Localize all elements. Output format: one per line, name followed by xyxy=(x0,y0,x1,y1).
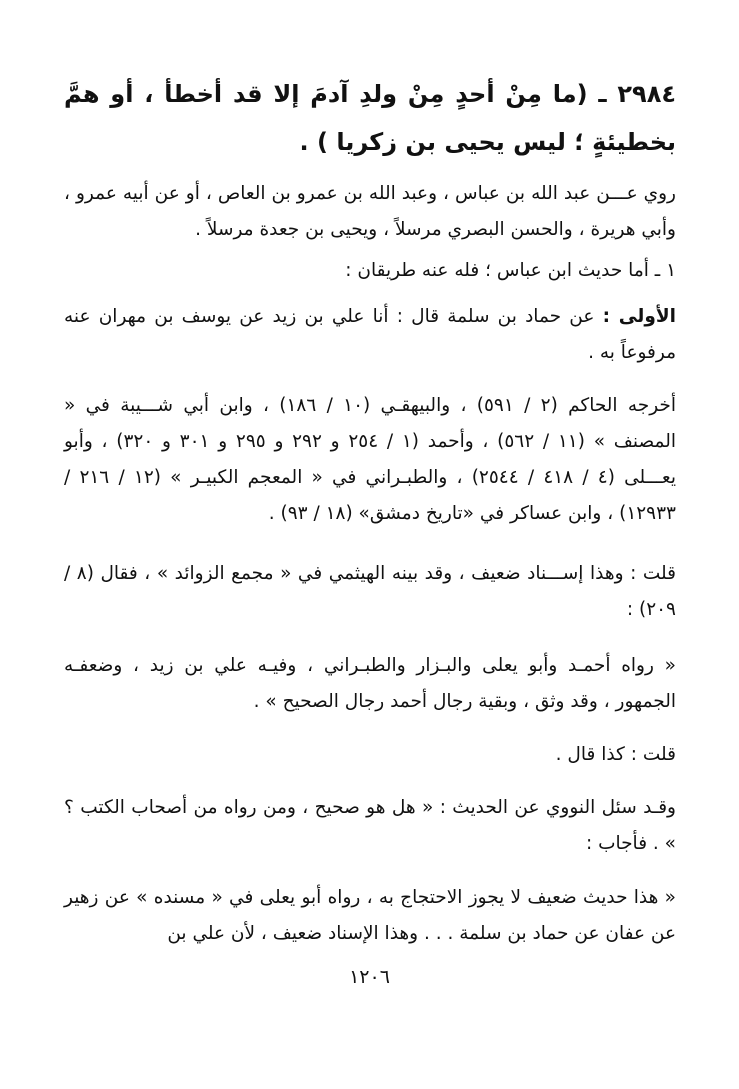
paragraph-text: روي عـــن عبد الله بن عباس ، وعبد الله بن عمرو بن العاص ، أو عن أبيه عمرو ، وأبي هريرة ، والحسن البصري مرسلاً ، ويحيى بن جعدة مرسلاً . xyxy=(64,183,676,240)
paragraph-nawawi-question xyxy=(64,790,676,862)
paragraph-text: عن حماد بن سلمة قال : أنا علي بن زيد عن يوسف بن مهران عنه مرفوعاً به . xyxy=(64,306,676,363)
hadith-title xyxy=(64,70,676,166)
first-route-label: الأولى : xyxy=(602,306,676,327)
hadith-title-text: ٢٩٨٤ ـ (ما مِنْ أحدٍ مِنْ ولدِ آدمَ إلا قد أخطأ ، أو همَّ بخطيئةٍ ؛ ليس يحيى بن زكريا ) . xyxy=(64,80,676,156)
paragraph-sources xyxy=(64,176,676,248)
paragraph-qultu xyxy=(64,737,676,773)
paragraph-text: « هذا حديث ضعيف لا يجوز الاحتجاج به ، رواه أبو يعلى في « مسنده » عن زهير عن عفان عن حماد بن سلمة . . . وهذا الإسناد ضعيف ، لأن علي بن xyxy=(64,887,676,944)
paragraph-text: « رواه أحمـد وأبو يعلى والبـزار والطبـراني ، وفيـه علي بن زيد ، وضعفـه الجمهور ، وقد وثق ، وبقية رجال أحمد رجال الصحيح » . xyxy=(64,655,676,712)
paragraph-nawawi-answer xyxy=(64,880,676,952)
paragraph-text: قلت : وهذا إســـناد ضعيف ، وقد بينه الهيثمي في « مجمع الزوائد » ، فقال (٨ / ٢٠٩) : xyxy=(64,563,676,620)
paragraph-first-route xyxy=(64,299,676,371)
paragraph-haythami xyxy=(64,556,676,628)
page-number: ١٢٠٦ xyxy=(349,966,390,988)
paragraph-quote-majma xyxy=(64,648,676,720)
paragraph-ibn-abbas-heading xyxy=(64,253,676,289)
paragraph-takhrij xyxy=(64,388,676,532)
paragraph-text: ١ ـ أما حديث ابن عباس ؛ فله عنه طريقان : xyxy=(345,260,676,281)
paragraph-text: قلت : كذا قال . xyxy=(555,744,676,765)
paragraph-text: أخرجه الحاكم (٢ / ٥٩١) ، والبيهقـي (١٠ / ١٨٦) ، وابن أبي شـــيبة في « المصنف » (١١ / ٥٦٢) ، وأحمد (١ / ٢٥٤ و ٢٩٢ و ٢٩٥ و ٣٠١ و ٣٢٠) ، وأبو يعـــلى (٤ / ٤١٨ / ٢٥٤٤) ، والطبـراني في « المعجم الكبيـر » (١٢ / ٢١٦ / ١٢٩٣٣) ، وابن عساكر في «تاريخ دمشق» (١٨ / ٩٣) . xyxy=(64,395,677,524)
paragraph-text: وقـد سئل النووي عن الحديث : « هل هو صحيح ، ومن رواه من أصحاب الكتب ؟ » . فأجاب : xyxy=(64,797,676,854)
